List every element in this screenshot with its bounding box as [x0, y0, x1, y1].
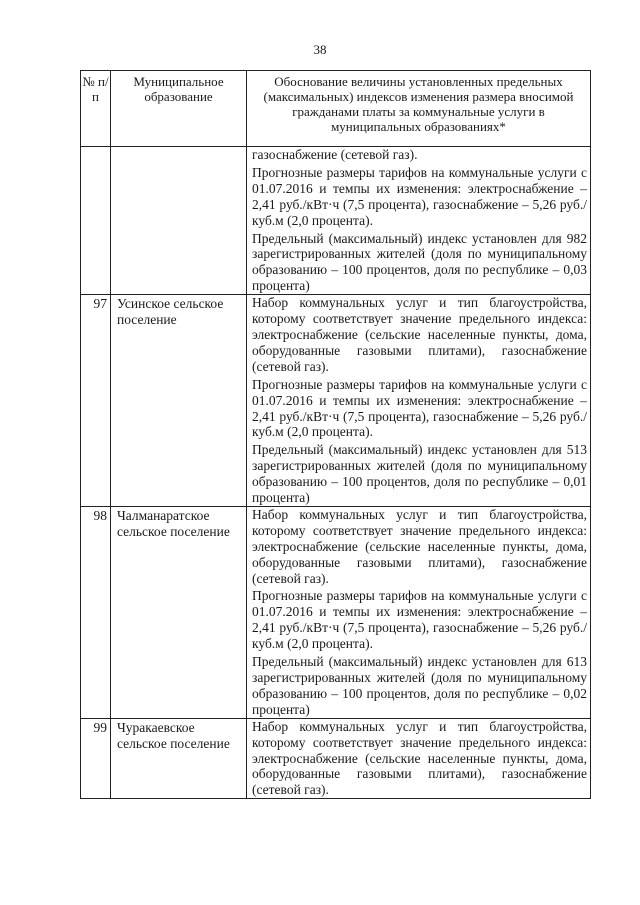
justification-paragraph: Предельный (максимальный) индекс установлен для 613 зарегистрированных жителей (доля по муниципальному образованию – 100 процентов, доля по республике – 0,02 процента) — [252, 654, 587, 717]
row-justification — [247, 718, 591, 799]
justification-paragraph: Прогнозные размеры тарифов на коммунальные услуги с 01.07.2016 и темпы их изменения: электроснабжение – 2,41 руб./кВт·ч (7,5 процента), газоснабжение – 5,26 руб./куб.м (2,0 процента). — [252, 376, 587, 440]
header-municipality: Муниципальное образование — [111, 71, 247, 147]
row-municipality: Чуракаевское сельское поселение — [111, 718, 247, 799]
table-row — [81, 506, 591, 718]
row-justification — [247, 295, 591, 507]
row-justification — [247, 147, 591, 295]
justification-paragraph: газоснабжение (сетевой газ). — [252, 147, 418, 162]
row-num — [81, 147, 111, 295]
row-num: 97 — [81, 295, 111, 507]
table-header-row — [81, 71, 591, 147]
justification-paragraph: Набор коммунальных услуг и тип благоустройства, которому соответствует значение предельного индекса: электроснабжение (сельские населенные пункты, дома, оборудованные газовыми плитами), газоснабжение (сетевой газ). — [252, 295, 587, 374]
row-num: 99 — [81, 718, 111, 799]
tariff-index-table — [80, 70, 591, 799]
table-row — [81, 295, 591, 507]
justification-paragraph: Предельный (максимальный) индекс установлен для 513 зарегистрированных жителей (доля по муниципальному образованию – 100 процентов, доля по республике – 0,01 процента) — [252, 442, 587, 506]
row-num: 98 — [81, 506, 111, 718]
table-row — [81, 147, 591, 295]
page-number: 38 — [313, 42, 327, 57]
table-row — [81, 718, 591, 799]
row-municipality: Чалманаратское сельское поселение — [111, 506, 247, 718]
row-municipality: Усинское сельское поселение — [111, 295, 247, 507]
row-municipality — [111, 147, 247, 295]
justification-paragraph: Набор коммунальных услуг и тип благоустройства, которому соответствует значение предельного индекса: электроснабжение (сельские населенные пункты, дома, оборудованные газовыми плитами), газоснабжение (сетевой газ). — [252, 718, 587, 798]
header-num: № п/п — [81, 71, 111, 147]
row-justification — [247, 506, 591, 718]
justification-paragraph: Прогнозные размеры тарифов на коммунальные услуги с 01.07.2016 и темпы их изменения: электроснабжение – 2,41 руб./кВт·ч (7,5 процента), газоснабжение – 5,26 руб./куб.м (2,0 процента). — [252, 164, 587, 228]
justification-paragraph: Прогнозные размеры тарифов на коммунальные услуги с 01.07.2016 и темпы их изменения: электроснабжение – 2,41 руб./кВт·ч (7,5 процента), газоснабжение – 5,26 руб./куб.м (2,0 процента). — [252, 588, 587, 652]
justification-paragraph: Предельный (максимальный) индекс установлен для 982 зарегистрированных жителей (доля по муниципальному образованию – 100 процентов, доля по республике – 0,03 процента) — [252, 230, 587, 294]
header-justification: Обоснование величины установленных предельных (максимальных) индексов изменения размера вносимой гражданами платы за коммунальные услуги в муниципальных образованиях* — [247, 71, 591, 147]
justification-paragraph: Набор коммунальных услуг и тип благоустройства, которому соответствует значение предельного индекса: электроснабжение (сельские населенные пункты, дома, оборудованные газовыми плитами), газоснабжение (сетевой газ). — [252, 506, 587, 586]
